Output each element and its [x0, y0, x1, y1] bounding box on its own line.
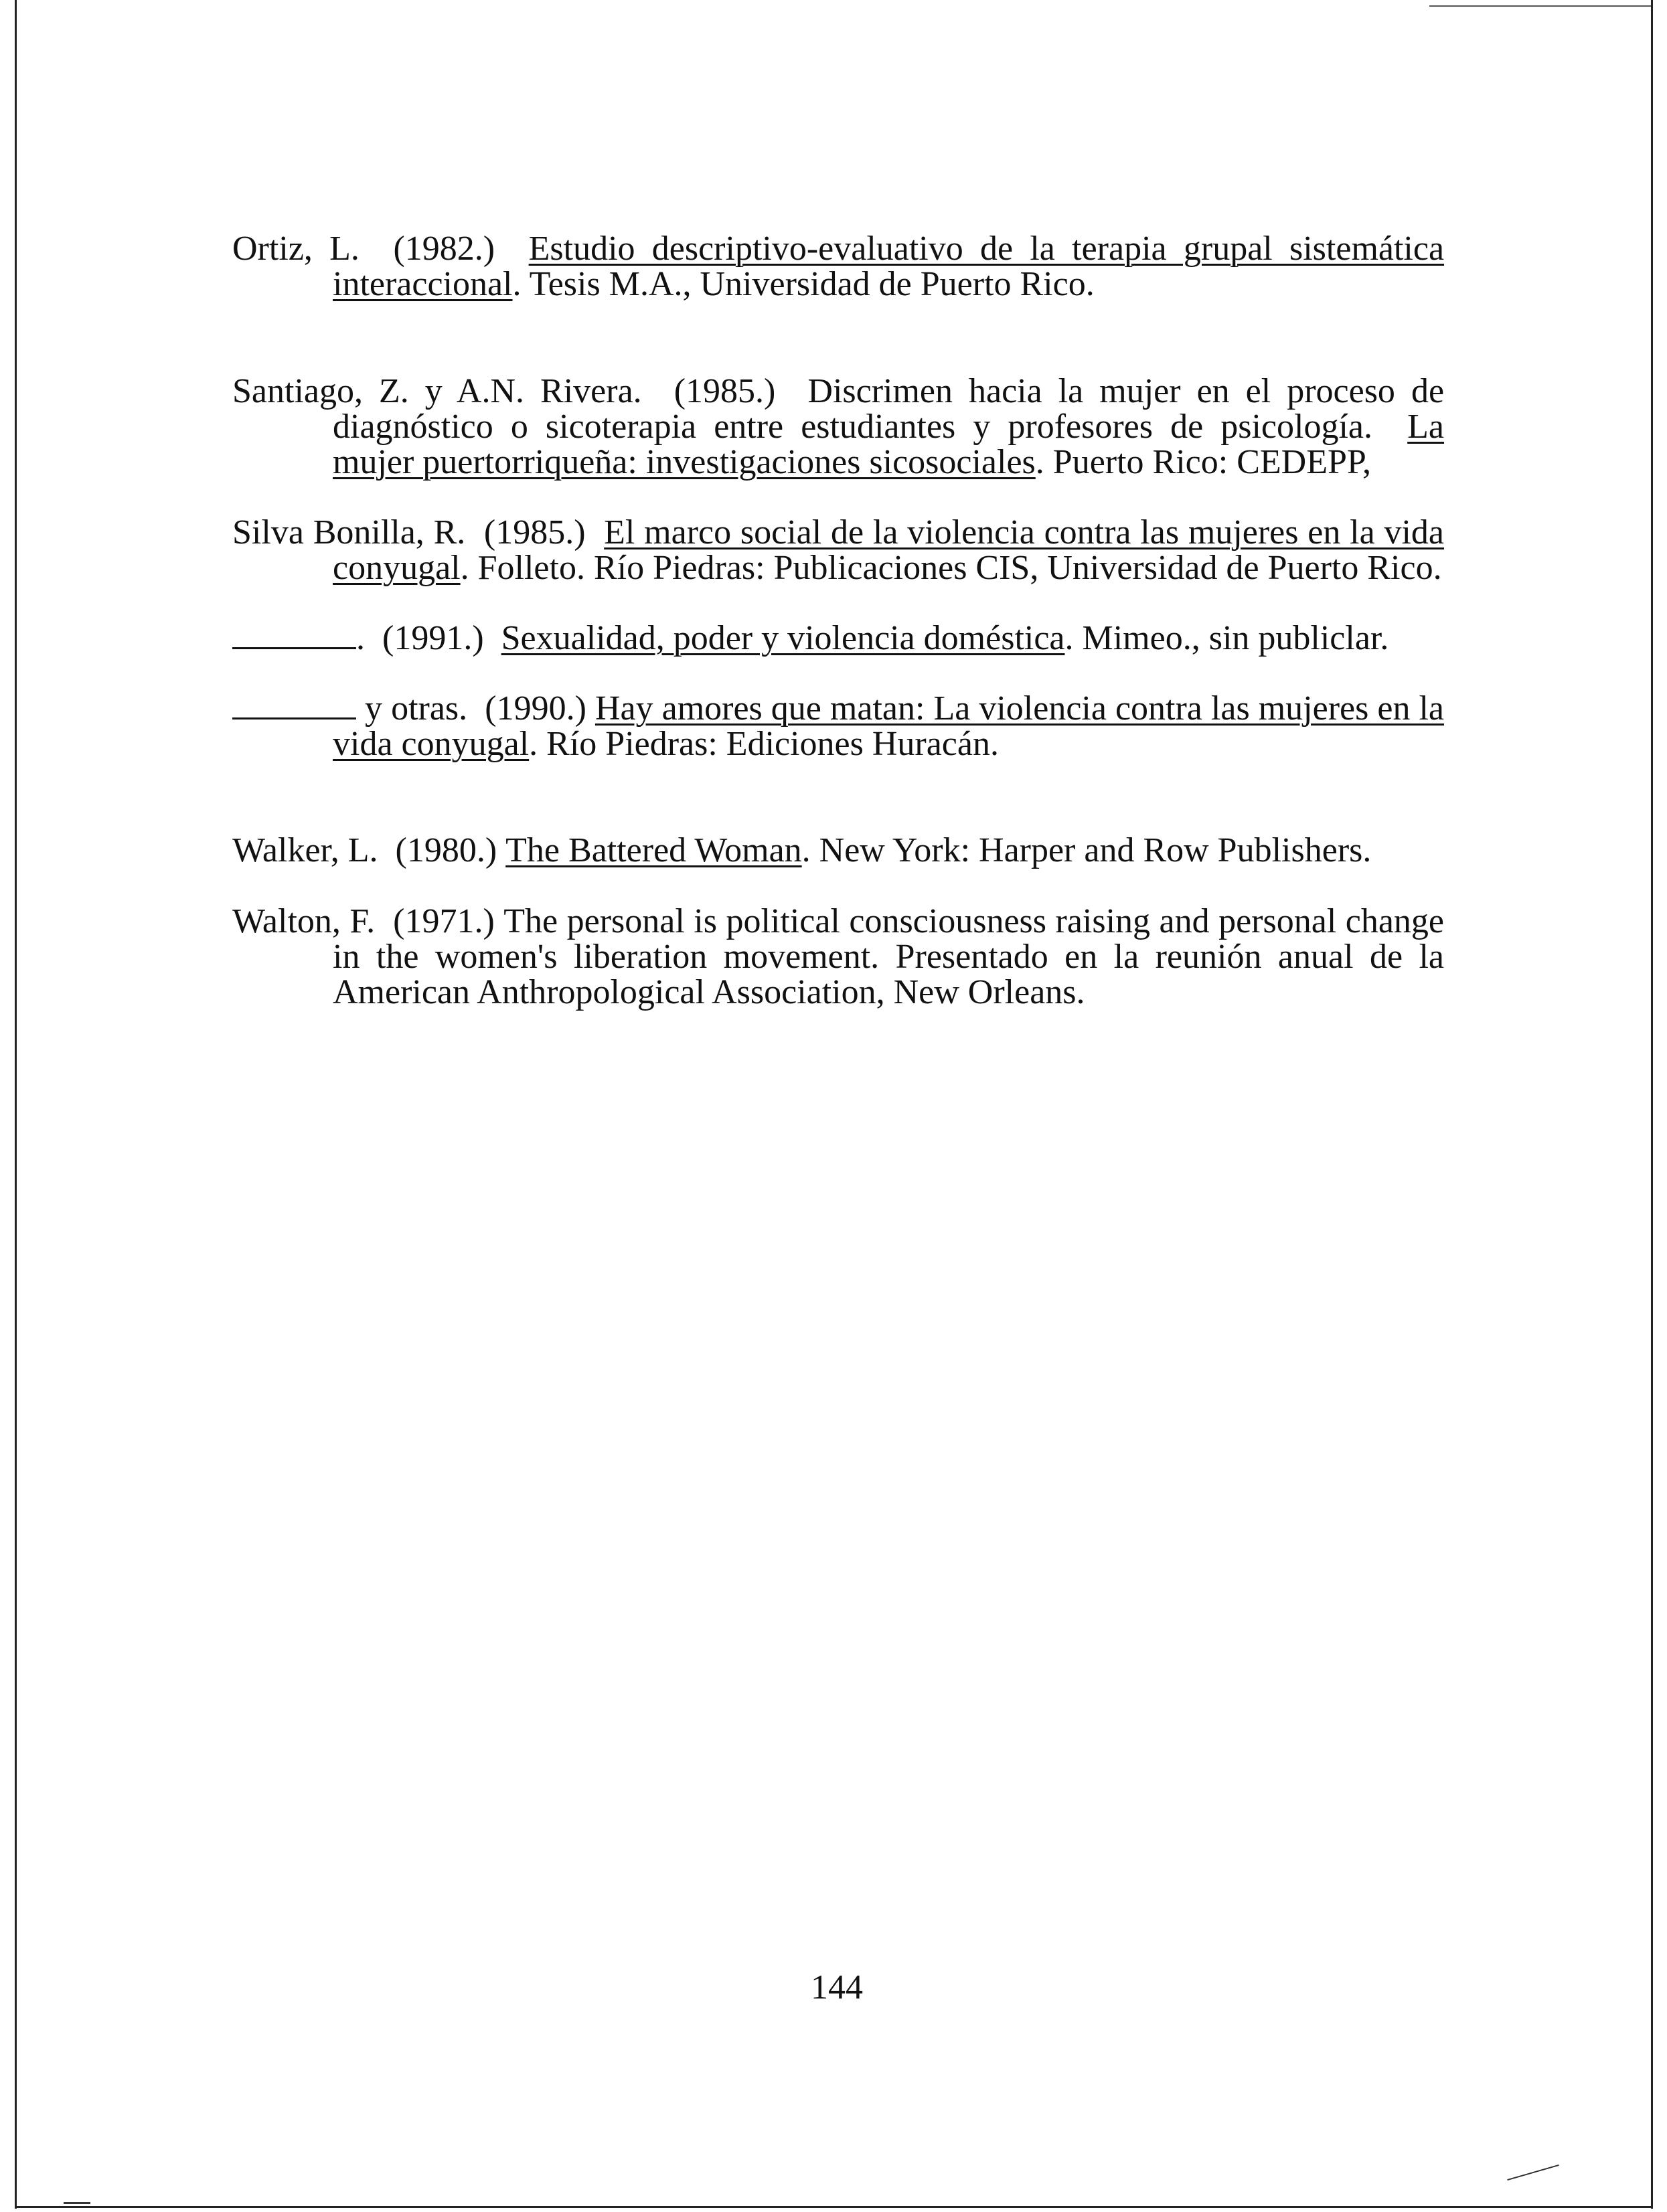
reference-details: . Folleto. Río Piedras: Publicaciones CIS, Universidad de Puerto Rico. — [460, 549, 1442, 587]
reference-details: . Mimeo., sin publiclar. — [1064, 619, 1389, 657]
page-number: 144 — [811, 1968, 863, 2007]
reference-details: . Río Piedras: Ediciones Huracán. — [529, 725, 999, 763]
reference-year: (1985.) — [673, 372, 776, 410]
reference-article: Discrimen hacia la mujer en el proceso de diagnóstico o sicoterapia entre estudiantes y profesores de psicología. — [333, 372, 1445, 446]
reference-details: . Puerto Rico: CEDEPP, — [1035, 443, 1372, 481]
reference-year: (1980.) — [395, 831, 497, 869]
reference-entry — [232, 904, 1444, 1010]
reference-author: Ortiz, L. — [232, 230, 360, 268]
reference-details: . New York: Harper and Row Publishers. — [801, 831, 1372, 869]
scan-mark — [1507, 2164, 1559, 2181]
scan-border-left — [15, 0, 17, 2209]
reference-title: The Battered Woman — [505, 831, 802, 869]
reference-author: Walton, F. — [232, 902, 376, 940]
reference-author: Santiago, Z. y A.N. Rivera. — [232, 372, 642, 410]
repeated-author-rule — [232, 647, 356, 649]
scan-border-top — [1429, 5, 1651, 7]
reference-author: Silva Bonilla, R. — [232, 513, 466, 551]
reference-year: (1990.) — [485, 689, 586, 728]
reference-entry — [232, 833, 1444, 868]
reference-author-suffix: . — [356, 619, 365, 657]
reference-author: Walker, L. — [232, 831, 378, 869]
reference-entry — [232, 691, 1444, 762]
reference-entry — [232, 231, 1444, 302]
reference-author-suffix: y otras. — [365, 689, 468, 728]
reference-year: (1971.) — [393, 902, 495, 940]
scan-border-right — [1651, 0, 1653, 2209]
reference-title: Hay amores que matan: La violencia contra las mujeres en la vida conyugal — [333, 689, 1445, 763]
scan-border-bottom — [15, 2206, 1653, 2208]
reference-title: Sexualidad, poder y violencia doméstica — [501, 619, 1065, 657]
reference-entry — [232, 620, 1444, 656]
reference-title: Estudio descriptivo-evaluativo de la terapia grupal sistemática interaccional — [333, 230, 1445, 303]
reference-year: (1991.) — [382, 619, 484, 657]
scan-mark — [64, 2202, 90, 2204]
reference-details: The personal is political consciousness raising and personal change in the women's liberation movement. Presentado en la reunión anual de la American Anthropological Association, New Orleans. — [333, 902, 1445, 1011]
reference-title: El marco social de la violencia contra las mujeres en la vida conyugal — [333, 513, 1445, 587]
repeated-author-rule — [232, 717, 356, 719]
reference-entry — [232, 515, 1444, 586]
reference-year: (1985.) — [483, 513, 586, 551]
reference-list — [232, 231, 1444, 1010]
reference-year: (1982.) — [393, 230, 495, 268]
reference-details: . Tesis M.A., Universidad de Puerto Rico. — [512, 265, 1095, 303]
reference-title: La mujer puertorriqueña: investigaciones sicosociales — [333, 408, 1444, 481]
reference-entry — [232, 373, 1444, 480]
